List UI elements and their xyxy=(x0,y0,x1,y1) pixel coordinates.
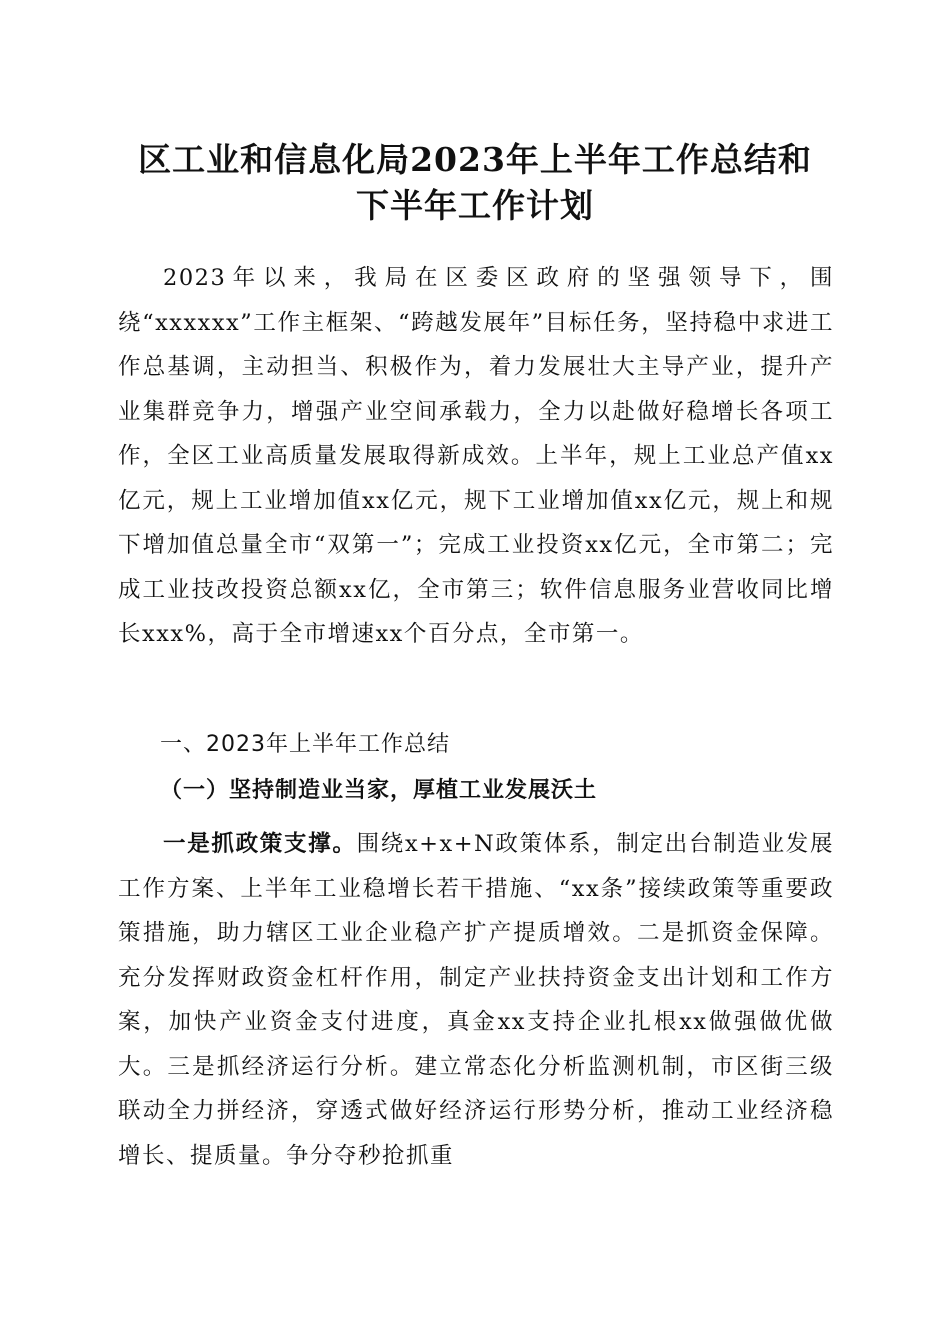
paragraph-body: 围绕x+x+N政策体系，制定出台制造业发展工作方案、上半年工业稳增长若干措施、“xx条”接续政策等重要政策措施，助力辖区工业企业稳产扩产提质增效。二是抓资金保障。充分发挥财政资金杠杆作用，制定产业扶持资金支出计划和工作方案，加快产业资金支付进度，真金xx支持企业扎根xx做强做优做大。三是抓经济运行分析。建立常态化分析监测机制，市区街三级联动全力拼经济，穿透式做好经济运行形势分析，推动工业经济稳增长、提质量。争分夺秒抢抓重 xyxy=(118,831,834,1169)
subsection-heading-1: （一）坚持制造业当家，厚植工业发展沃土 xyxy=(160,777,598,803)
document-title-line2: 下半年工作计划 xyxy=(356,186,594,225)
intro-paragraph: 2023年以来，我局在区委区政府的坚强领导下，围绕“xxxxxx”工作主框架、“跨越发展年”目标任务，坚持稳中求进工作总基调，主动担当、积极作为，着力发展壮大主导产业，提升产业集群竞争力，增强产业空间承载力，全力以赴做好稳增长各项工作，全区工业高质量发展取得新成效。上半年，规上工业总产值xx亿元，规上工业增加值xx亿元，规下工业增加值xx亿元，规上和规下增加值总量全市“双第一”；完成工业投资xx亿元，全市第二；完成工业技改投资总额xx亿，全市第三；软件信息服务业营收同比增长xxx%，高于全市增速xx个百分点，全市第一。 xyxy=(118,265,834,647)
paragraph-lead: 一是抓政策支撑。 xyxy=(163,831,357,857)
document-title-line1: 区工业和信息化局2023年上半年工作总结和 xyxy=(138,140,812,179)
section-heading-1: 一、2023年上半年工作总结 xyxy=(160,732,450,757)
policy-paragraph xyxy=(118,822,834,1178)
